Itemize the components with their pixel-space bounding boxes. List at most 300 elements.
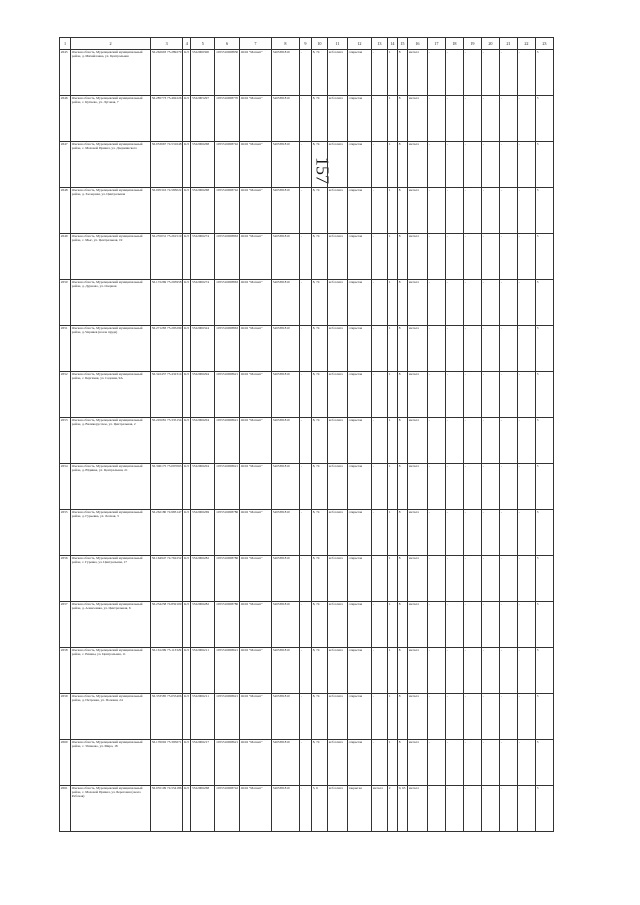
column-header: 11 — [327, 38, 347, 50]
table-cell: - — [427, 96, 445, 142]
table-cell: 3 — [535, 280, 553, 326]
table-cell: металл — [407, 602, 427, 648]
column-header: 3 — [151, 38, 183, 50]
table-cell: - — [481, 694, 499, 740]
table-cell: открытая — [347, 556, 371, 602]
table-cell: 5522006268 — [191, 142, 215, 188]
table-cell: - — [299, 50, 311, 96]
table-cell: - — [445, 280, 463, 326]
table-cell: - — [371, 694, 387, 740]
table-cell: - — [427, 694, 445, 740]
table-cell: 5522006282 — [191, 602, 215, 648]
table-row — [60, 372, 554, 418]
table-cell: 3 — [535, 418, 553, 464]
table-cell: - — [445, 464, 463, 510]
table-cell: - — [299, 234, 311, 280]
table-cell: - — [499, 786, 517, 832]
table-cell: 8 — [397, 372, 407, 418]
table-cell: 3 — [535, 740, 553, 786]
table-cell: Омская область, Муромцевский муниципальный район, с. Ушаково, ул. Мира, 18 — [71, 740, 151, 786]
table-cell: 1055516008742 — [215, 188, 240, 234]
table-cell: - — [299, 142, 311, 188]
table-cell: - — [371, 648, 387, 694]
table-cell: 1055516008742 — [215, 786, 240, 832]
table-cell: 8 — [397, 464, 407, 510]
table-cell: - — [427, 188, 445, 234]
table-cell: - — [481, 648, 499, 694]
table-cell: 2661 — [60, 786, 71, 832]
table-cell: 2655 — [60, 510, 71, 556]
table-cell: металл — [407, 648, 427, 694]
table-cell: 5522006282 — [191, 556, 215, 602]
column-header: 20 — [481, 38, 499, 50]
table-cell: - — [517, 142, 535, 188]
table-cell: - — [427, 602, 445, 648]
table-cell: 1055516008621 — [215, 694, 240, 740]
table-cell: 3 — [535, 694, 553, 740]
table-cell: - — [299, 96, 311, 142]
table-cell: - — [445, 418, 463, 464]
table-cell: закрытая — [347, 786, 371, 832]
table-cell: ж/б плита — [327, 556, 347, 602]
table-cell: - — [427, 418, 445, 464]
table-cell: КЛ — [183, 648, 191, 694]
table-cell: ж/б плита — [327, 326, 347, 372]
table-cell: металл — [407, 510, 427, 556]
table-cell: 2645 — [60, 50, 71, 96]
table-cell: - — [371, 326, 387, 372]
table-cell: 5403381810 — [271, 234, 299, 280]
table-cell: 1 — [387, 50, 397, 96]
table-cell: металл — [407, 372, 427, 418]
table-cell: КЛ — [183, 740, 191, 786]
table-cell: Омская область, Муромцевский муниципальный район, д. Юдинка, ул. Центральная, 21 — [71, 464, 151, 510]
table-cell: - — [445, 50, 463, 96]
table-cell: ж/б плита — [327, 510, 347, 556]
table-cell: 56.262180 74.983147 — [151, 510, 183, 556]
table-cell: 8 — [397, 142, 407, 188]
column-header: 7 — [239, 38, 271, 50]
table-cell: 2658 — [60, 648, 71, 694]
table-cell: - — [463, 418, 481, 464]
table-cell: Омская область, Муромцевский муниципальный район, с. Кутнево, ул. Луговая, 7 — [71, 96, 151, 142]
table-cell: - — [371, 188, 387, 234]
table-cell: 56.035109 74.554186 — [151, 786, 183, 832]
table-cell: 2660 — [60, 740, 71, 786]
table-cell: металл — [407, 556, 427, 602]
table-cell: - — [299, 280, 311, 326]
table-cell: ООО "Магнит" — [239, 648, 271, 694]
column-header: 10 — [311, 38, 327, 50]
column-header: 16 — [407, 38, 427, 50]
table-cell: 5403381810 — [271, 694, 299, 740]
table-cell: металл — [407, 142, 427, 188]
table-cell: - — [517, 418, 535, 464]
table-cell: - — [463, 786, 481, 832]
table-cell: 56.333585 75.055406 — [151, 694, 183, 740]
table-cell: - — [481, 740, 499, 786]
table-cell: 1 — [387, 280, 397, 326]
table-cell: - — [427, 372, 445, 418]
table-cell: ж/б плита — [327, 188, 347, 234]
table-cell: - — [427, 234, 445, 280]
table-cell: - — [463, 510, 481, 556]
table-cell: 56.322457 75.432314 — [151, 372, 183, 418]
table-cell: - — [463, 648, 481, 694]
table-cell: - — [427, 786, 445, 832]
column-header: 17 — [427, 38, 445, 50]
table-cell: металл — [407, 464, 427, 510]
table-cell: - — [517, 372, 535, 418]
table-cell: 8, 74 — [311, 740, 327, 786]
table-cell: 5522006300 — [191, 50, 215, 96]
table-cell: КЛ — [183, 280, 191, 326]
table-cell: - — [463, 556, 481, 602]
table-cell: - — [517, 326, 535, 372]
table-cell: Омская область, Муромцевский муниципальный район, с. Моховой Привал, ул. Дзержинского — [71, 142, 151, 188]
table-cell: - — [517, 464, 535, 510]
table-cell: - — [371, 464, 387, 510]
table-cell: - — [299, 510, 311, 556]
column-header: 9 — [299, 38, 311, 50]
table-cell: 3 — [535, 96, 553, 142]
table-cell: 5522006217 — [191, 740, 215, 786]
table-row — [60, 602, 554, 648]
table-cell: - — [299, 418, 311, 464]
table-cell: - — [481, 50, 499, 96]
table-cell: - — [445, 96, 463, 142]
table-cell: 56.234258 74.859109 — [151, 602, 183, 648]
table-cell: - — [371, 50, 387, 96]
table-cell: - — [517, 234, 535, 280]
table-cell: - — [499, 418, 517, 464]
table-cell: 5522006204 — [191, 418, 215, 464]
table-cell: - — [427, 50, 445, 96]
table-cell: - — [499, 464, 517, 510]
table-cell: 1055516008786 — [215, 510, 240, 556]
table-cell: 5522005297 — [191, 96, 215, 142]
table-cell: КЛ — [183, 96, 191, 142]
table-cell: - — [517, 510, 535, 556]
table-cell: 2649 — [60, 234, 71, 280]
table-cell: открытая — [347, 510, 371, 556]
table-cell: - — [445, 694, 463, 740]
table-cell: ООО "Магнит" — [239, 234, 271, 280]
table-cell: 56.053667 74.531648 — [151, 142, 183, 188]
table-cell: - — [427, 648, 445, 694]
table-cell: - — [481, 188, 499, 234]
table-cell: 5522006211 — [191, 694, 215, 740]
table-cell: 5522006274 — [191, 234, 215, 280]
table-cell: 8 — [397, 234, 407, 280]
table-cell: КЛ — [183, 188, 191, 234]
table-cell: КЛ — [183, 556, 191, 602]
table-cell: - — [463, 280, 481, 326]
table-cell: - — [427, 556, 445, 602]
table-cell: 56.005316 74.583022 — [151, 188, 183, 234]
table-cell: - — [371, 602, 387, 648]
table-cell: - — [481, 142, 499, 188]
table-cell: ООО "Магнит" — [239, 740, 271, 786]
table-row — [60, 96, 554, 142]
table-cell: - — [499, 50, 517, 96]
table-cell: открытая — [347, 740, 371, 786]
table-cell: ж/б плита — [327, 418, 347, 464]
table-cell: Омская область, Муромцевский муниципальный район, д. Петровка, ул. Полевая, 24 — [71, 694, 151, 740]
table-cell: 3 — [535, 326, 553, 372]
column-header: 1 — [60, 38, 71, 50]
table-cell: - — [371, 372, 387, 418]
table-cell: - — [445, 602, 463, 648]
table-row — [60, 50, 554, 96]
table-cell: - — [299, 464, 311, 510]
table-cell: 3 — [535, 648, 553, 694]
table-cell: 3 — [535, 50, 553, 96]
table-cell: - — [371, 234, 387, 280]
table-cell: - — [299, 602, 311, 648]
table-cell: открытая — [347, 280, 371, 326]
table-cell: ООО "Магнит" — [239, 372, 271, 418]
table-cell: 8 — [397, 280, 407, 326]
table-cell: 8, 74 — [311, 188, 327, 234]
table-cell: открытая — [347, 464, 371, 510]
table-cell: 5403381810 — [271, 740, 299, 786]
table-cell: ж/б плита — [327, 786, 347, 832]
table-cell: - — [371, 96, 387, 142]
table-row — [60, 648, 554, 694]
table-cell: 2652 — [60, 372, 71, 418]
page-number: 157 — [312, 157, 333, 184]
table-cell: открытая — [347, 96, 371, 142]
table-cell: ж/б плита — [327, 142, 347, 188]
table-cell: 3 — [535, 188, 553, 234]
table-cell: - — [481, 234, 499, 280]
table-cell: 5522006268 — [191, 188, 215, 234]
table-cell: ж/б плита — [327, 50, 347, 96]
table-row — [60, 326, 554, 372]
table-cell: - — [445, 510, 463, 556]
table-cell: - — [499, 602, 517, 648]
table-cell: Омская область, Муромцевский муниципальный район, д. Гурьевка, ул. Лесная, 3 — [71, 510, 151, 556]
table-cell: 1055516008863 — [215, 280, 240, 326]
table-cell: - — [445, 786, 463, 832]
table-cell: 1055516008621 — [215, 372, 240, 418]
table-cell: металл — [407, 234, 427, 280]
table-cell: 8, 74 — [311, 510, 327, 556]
table-cell: 1 — [387, 234, 397, 280]
table-cell: металл — [407, 694, 427, 740]
table-cell: 1 — [387, 694, 397, 740]
table-cell: Омская область, Муромцевский муниципальный район, д. Заозерная, ул. Центральная — [71, 188, 151, 234]
table-cell: 1055516008863 — [215, 234, 240, 280]
table-cell: - — [371, 740, 387, 786]
table-cell: ООО "Магнит" — [239, 464, 271, 510]
table-cell: 2659 — [60, 694, 71, 740]
table-cell: - — [517, 188, 535, 234]
table-row — [60, 188, 554, 234]
table-cell: - — [445, 556, 463, 602]
table-cell: 56.285773 75.492226 — [151, 96, 183, 142]
table-cell: - — [517, 694, 535, 740]
table-cell: ООО "Магнит" — [239, 96, 271, 142]
table-cell: - — [445, 142, 463, 188]
table-cell: 2 — [387, 786, 397, 832]
table-cell: - — [299, 372, 311, 418]
table-cell: открытая — [347, 50, 371, 96]
table-cell: открытая — [347, 418, 371, 464]
table-cell: ж/б плита — [327, 372, 347, 418]
table-cell: - — [481, 372, 499, 418]
table-cell: - — [499, 510, 517, 556]
table-cell: - — [499, 556, 517, 602]
table-cell: КЛ — [183, 326, 191, 372]
table-cell: ООО "Магнит" — [239, 786, 271, 832]
table-cell: металл — [407, 740, 427, 786]
header-row — [60, 38, 554, 50]
table-cell: 1 — [387, 464, 397, 510]
table-cell: открытая — [347, 372, 371, 418]
table-cell: 8, 74 — [311, 694, 327, 740]
table-cell: 8 — [397, 418, 407, 464]
table-cell: - — [499, 142, 517, 188]
table-cell: Омская область, Муромцевский муниципальный район, д. Великорусское, ул. Центральная, 2 — [71, 418, 151, 464]
table-cell: КЛ — [183, 142, 191, 188]
table-cell: 2648 — [60, 188, 71, 234]
table-cell: 56.306175 75.097063 — [151, 464, 183, 510]
table-cell: - — [427, 280, 445, 326]
table-cell: ООО "Магнит" — [239, 50, 271, 96]
table-cell: - — [463, 50, 481, 96]
table-cell: ООО "Магнит" — [239, 188, 271, 234]
table-cell: - — [463, 602, 481, 648]
table-cell: ООО "Магнит" — [239, 694, 271, 740]
table-cell: Омская область, Муромцевский муниципальный район, с. Мыс, ул. Центральная, 19 — [71, 234, 151, 280]
column-header: 18 — [445, 38, 463, 50]
table-cell: 8 — [397, 50, 407, 96]
table-row — [60, 786, 554, 832]
column-header: 23 — [535, 38, 553, 50]
table-cell: 5, 6 — [311, 786, 327, 832]
table-cell: 8 — [397, 694, 407, 740]
table-cell: 56.164947 74.762252 — [151, 556, 183, 602]
table-cell: - — [517, 556, 535, 602]
table-cell: 2651 — [60, 326, 71, 372]
table-cell: 1055516008770 — [215, 96, 240, 142]
table-cell: открытая — [347, 648, 371, 694]
table-cell: - — [517, 280, 535, 326]
table-cell: металл — [407, 188, 427, 234]
table-row — [60, 280, 554, 326]
table-cell: - — [481, 464, 499, 510]
table-cell: - — [371, 280, 387, 326]
table-cell: открытая — [347, 602, 371, 648]
column-header: 19 — [463, 38, 481, 50]
table-cell: Омская область, Муромцевский муниципальный район, с. Рязаны, ул. Центральная, 11 — [71, 648, 151, 694]
table-cell: 8 — [397, 648, 407, 694]
table-cell: - — [371, 510, 387, 556]
table-cell: 56.245081 75.335154 — [151, 418, 183, 464]
table-cell: 8, 74 — [311, 556, 327, 602]
table-cell: 8, 74 — [311, 372, 327, 418]
table-cell: - — [463, 142, 481, 188]
table-cell: - — [481, 326, 499, 372]
table-cell: - — [445, 648, 463, 694]
column-header: 22 — [517, 38, 535, 50]
table-cell: 5522006324 — [191, 326, 215, 372]
table-cell: 56.262603 75.289279 — [151, 50, 183, 96]
table-cell: 1055516008830 — [215, 50, 240, 96]
table-cell: ж/б плита — [327, 464, 347, 510]
table-cell: 8 — [397, 740, 407, 786]
table-cell: 1 — [387, 372, 397, 418]
table-cell: открытая — [347, 142, 371, 188]
table-cell: ООО "Магнит" — [239, 418, 271, 464]
table-cell: 1055516008621 — [215, 418, 240, 464]
table-cell: металл — [371, 786, 387, 832]
column-header: 21 — [499, 38, 517, 50]
table-cell: ООО "Магнит" — [239, 280, 271, 326]
table-cell: 1 — [387, 648, 397, 694]
table-cell: 5403381810 — [271, 188, 299, 234]
table-cell: 8, 74 — [311, 648, 327, 694]
table-cell: ООО "Магнит" — [239, 602, 271, 648]
table-cell: - — [499, 96, 517, 142]
table-cell: 8, 74 — [311, 234, 327, 280]
table-cell: 1055516008621 — [215, 464, 240, 510]
table-cell: - — [463, 188, 481, 234]
table-cell: 8, 74 — [311, 418, 327, 464]
table-cell: КЛ — [183, 602, 191, 648]
table-cell: Омская область, Муромцевский муниципальный район, с. Гуревка, ул. Центральная, 17 — [71, 556, 151, 602]
table-cell: 5403381810 — [271, 96, 299, 142]
table-row — [60, 464, 554, 510]
table-cell: КЛ — [183, 418, 191, 464]
table-cell: 1055516008786 — [215, 556, 240, 602]
column-header: 13 — [371, 38, 387, 50]
table-cell: - — [463, 372, 481, 418]
column-header: 2 — [71, 38, 151, 50]
table-cell: ж/б плита — [327, 740, 347, 786]
table-cell: - — [463, 694, 481, 740]
table-cell: - — [481, 96, 499, 142]
table-cell: - — [445, 188, 463, 234]
table-cell: 8, 74 — [311, 142, 327, 188]
table-cell: 8 — [397, 96, 407, 142]
table-cell: - — [499, 694, 517, 740]
table-cell: 1055516008786 — [215, 602, 240, 648]
table-cell: КЛ — [183, 694, 191, 740]
table-cell: 2650 — [60, 280, 71, 326]
table-cell: Омская область, Муромцевский муниципальный район, д. Черняев (возле пруда) — [71, 326, 151, 372]
table-cell: 8 — [397, 326, 407, 372]
table-cell: - — [517, 648, 535, 694]
table-cell: 3 — [535, 510, 553, 556]
table-cell: металл — [407, 96, 427, 142]
table-cell: 8 — [397, 510, 407, 556]
table-row — [60, 694, 554, 740]
table-cell: 1 — [387, 142, 397, 188]
table-cell: - — [499, 280, 517, 326]
table-cell: - — [463, 464, 481, 510]
table-cell: ООО "Магнит" — [239, 510, 271, 556]
registry-table — [59, 37, 554, 832]
table-row — [60, 142, 554, 188]
table-cell: 5522006294 — [191, 372, 215, 418]
table-cell: - — [463, 96, 481, 142]
table-cell: - — [499, 740, 517, 786]
table-cell: 3 — [535, 464, 553, 510]
table-cell: - — [517, 96, 535, 142]
